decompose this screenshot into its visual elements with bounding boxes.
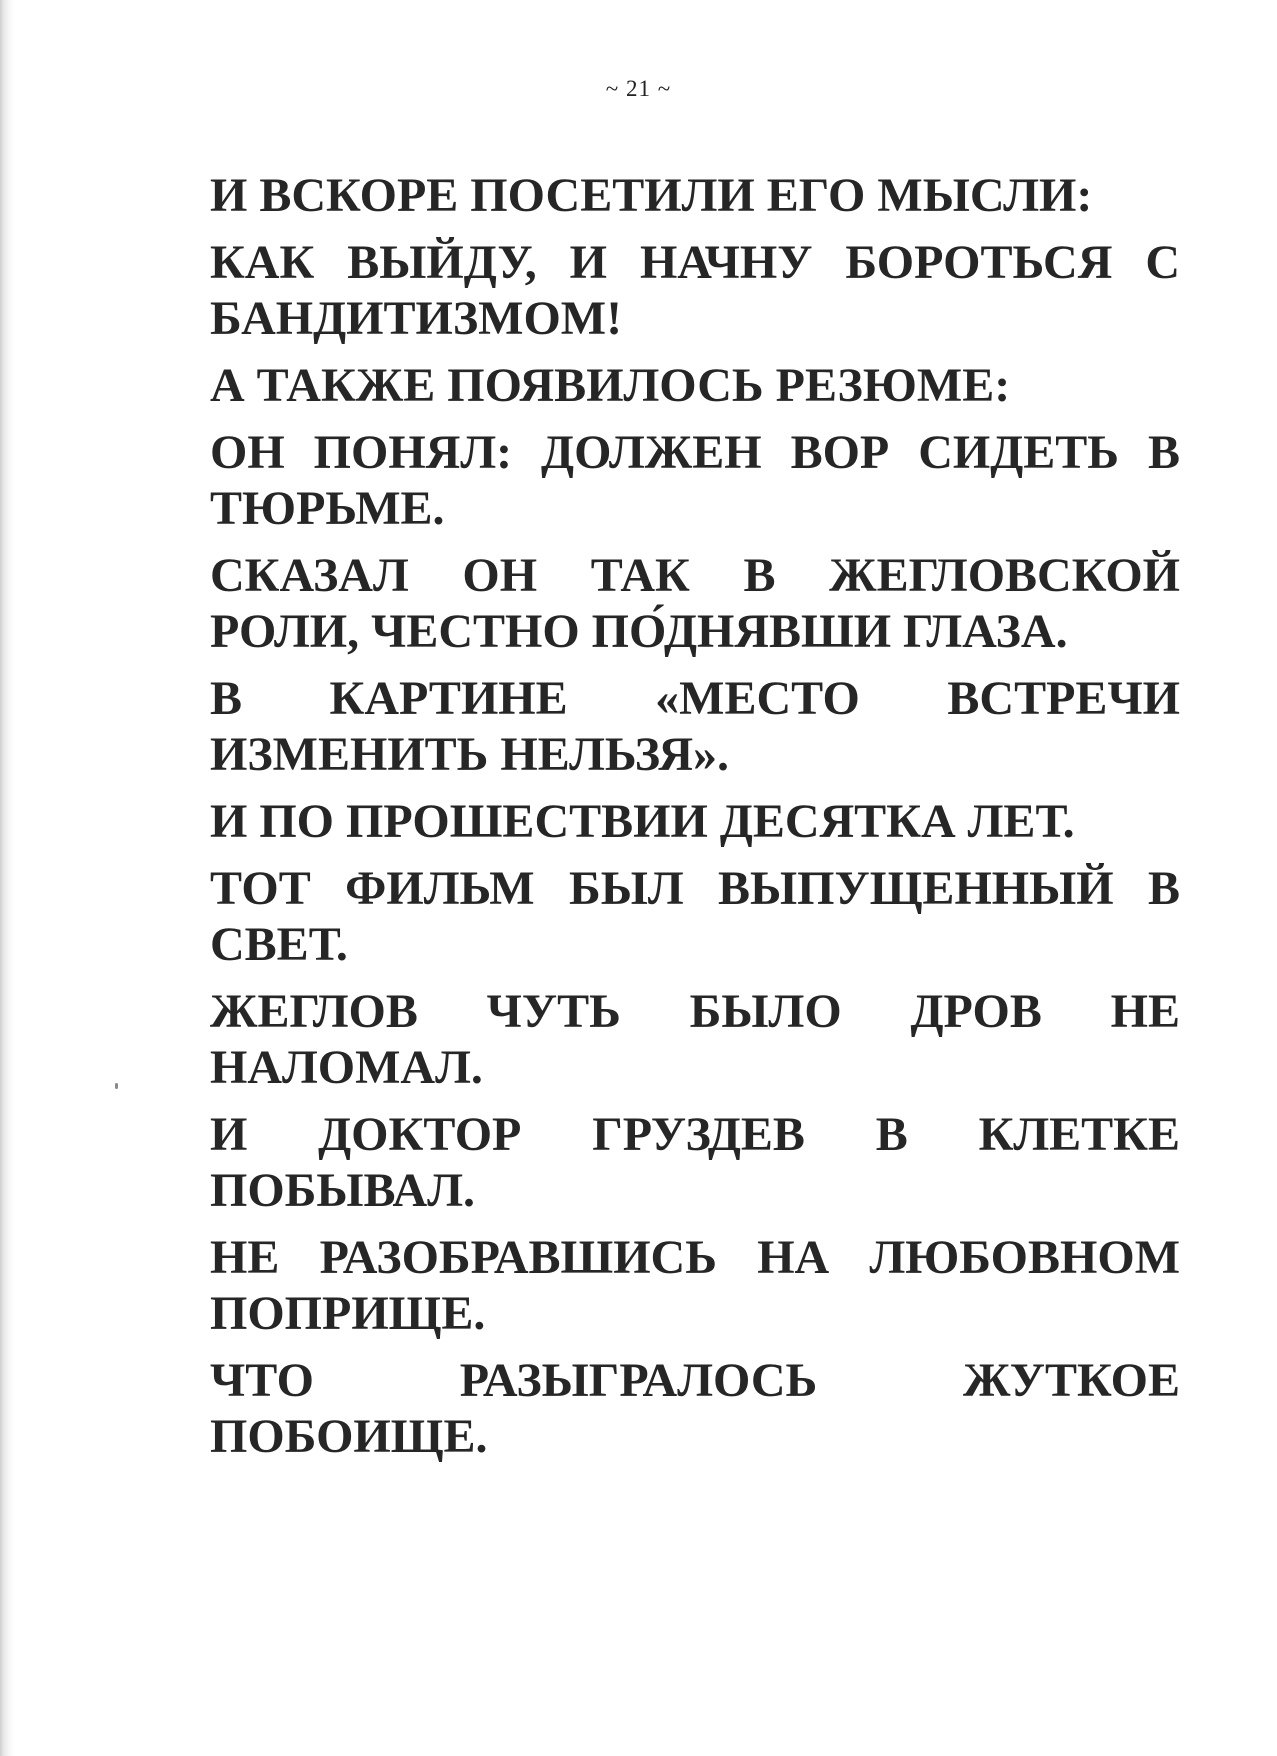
- stanza-3: [210, 358, 1180, 414]
- poem-line: ТЮРЬМЕ.: [210, 482, 445, 535]
- scan-speck: [115, 1083, 118, 1089]
- poem-line: СКАЗАЛ ОН ТАК В ЖЕГЛОВСКОЙ: [210, 549, 1180, 602]
- poem-line: ТОТ ФИЛЬМ БЫЛ ВЫПУЩЕННЫЙ В: [210, 862, 1180, 915]
- poem-line: И ПО ПРОШЕСТВИИ ДЕСЯТКА ЛЕТ.: [210, 795, 1075, 848]
- poem-line: И ВСКОРЕ ПОСЕТИЛИ ЕГО МЫСЛИ:: [210, 169, 1093, 222]
- poem-line: В КАРТИНЕ «МЕСТО ВСТРЕЧИ: [210, 672, 1180, 725]
- poem-line: СВЕТ.: [210, 918, 348, 971]
- poem-line: И ДОКТОР ГРУЗДЕВ В КЛЕТКЕ: [210, 1108, 1180, 1161]
- poem-line: КАК ВЫЙДУ, И НАЧНУ БОРОТЬСЯ С: [210, 236, 1180, 289]
- stanza-10: [210, 1107, 1180, 1219]
- stanza-2: [210, 235, 1180, 347]
- poem-line: ЧТО РАЗЫГРАЛОСЬ ЖУТКОЕ: [210, 1354, 1180, 1407]
- poem-line: НЕ РАЗОБРАВШИСЬ НА ЛЮБОВНОМ: [210, 1231, 1180, 1284]
- stanza-4: [210, 425, 1180, 537]
- poem-line: ПОБЫВАЛ.: [210, 1164, 475, 1217]
- poem-line: ПОБОИЩЕ.: [210, 1410, 488, 1463]
- poem-line: НАЛОМАЛ.: [210, 1041, 483, 1094]
- page-number: ~ 21 ~: [605, 76, 672, 101]
- poem-line: А ТАКЖЕ ПОЯВИЛОСЬ РЕЗЮМЕ:: [210, 359, 1011, 412]
- stanza-12: [210, 1353, 1180, 1465]
- poem-line: ПОПРИЩЕ.: [210, 1287, 486, 1340]
- scan-edge-shadow: [0, 0, 14, 1756]
- poem-line: РОЛИ, ЧЕСТНО ПО́ДНЯВШИ ГЛАЗА.: [210, 605, 1068, 658]
- poem-line: ЖЕГЛОВ ЧУТЬ БЫЛО ДРОВ НЕ: [210, 985, 1180, 1038]
- poem-line: БАНДИТИЗМОМ!: [210, 292, 623, 345]
- poem-line: ИЗМЕНИТЬ НЕЛЬЗЯ».: [210, 728, 729, 781]
- stanza-9: [210, 984, 1180, 1096]
- stanza-1: [210, 168, 1180, 224]
- stanza-5: [210, 548, 1180, 660]
- stanza-8: [210, 861, 1180, 973]
- poem-text: [210, 168, 1180, 1476]
- stanza-7: [210, 794, 1180, 850]
- poem-line: ОН ПОНЯЛ: ДОЛЖЕН ВОР СИДЕТЬ В: [210, 426, 1180, 479]
- stanza-6: [210, 671, 1180, 783]
- stanza-11: [210, 1230, 1180, 1342]
